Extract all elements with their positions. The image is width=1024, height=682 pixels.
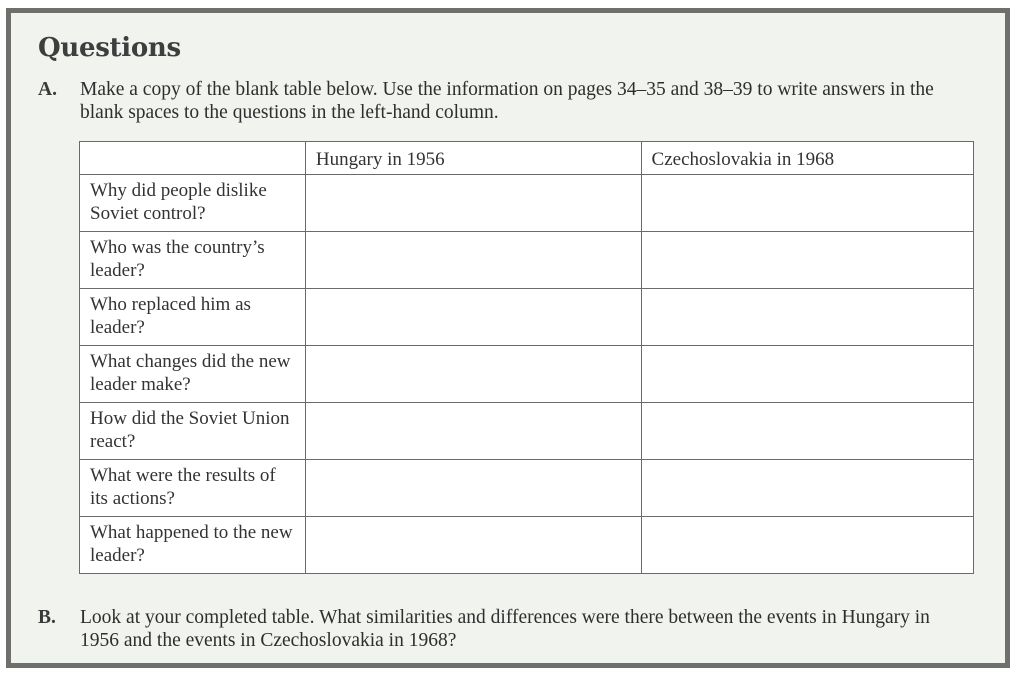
table-row [80,403,974,460]
table-header-row [80,142,974,175]
question-a-text: Make a copy of the blank table below. Use the information on pages 34–35 and 38–39 to write answers in the blank spaces to the questions in the left-hand column. [80,79,934,123]
hungary-answer-cell [305,175,641,232]
hungary-answer-cell [305,403,641,460]
row-question: How did the Soviet Union react? [80,403,306,460]
table-row [80,346,974,403]
czechoslovakia-answer-cell [641,175,973,232]
table-row [80,460,974,517]
row-question: What changes did the new leader make? [80,346,306,403]
czechoslovakia-answer-cell [641,517,973,574]
czechoslovakia-answer-cell [641,232,973,289]
questions-box [6,8,1010,668]
table-row [80,232,974,289]
czechoslovakia-answer-cell [641,460,973,517]
hungary-answer-cell [305,289,641,346]
hungary-answer-cell [305,346,641,403]
table-row [80,175,974,232]
row-question: Who was the country’s leader? [80,232,306,289]
czechoslovakia-answer-cell [641,403,973,460]
row-question: What happened to the new leader? [80,517,306,574]
hungary-answer-cell [305,232,641,289]
header-blank-cell [80,142,306,175]
table-row [80,517,974,574]
row-question: Why did people dislike Soviet control? [80,175,306,232]
czechoslovakia-answer-cell [641,289,973,346]
question-a-letter: A. [38,79,57,100]
header-hungary: Hungary in 1956 [305,142,641,175]
row-question: What were the results of its actions? [80,460,306,517]
hungary-answer-cell [305,517,641,574]
hungary-answer-cell [305,460,641,517]
question-b-text: Look at your completed table. What similarities and differences were there between the events in Hungary in 1956 and the events in Czechoslovakia in 1968? [80,607,930,651]
table-row [80,289,974,346]
section-heading: Questions [38,33,181,63]
row-question: Who replaced him as leader? [80,289,306,346]
question-b-letter: B. [38,607,56,628]
czechoslovakia-answer-cell [641,346,973,403]
header-czechoslovakia: Czechoslovakia in 1968 [641,142,973,175]
answer-table [79,141,974,574]
